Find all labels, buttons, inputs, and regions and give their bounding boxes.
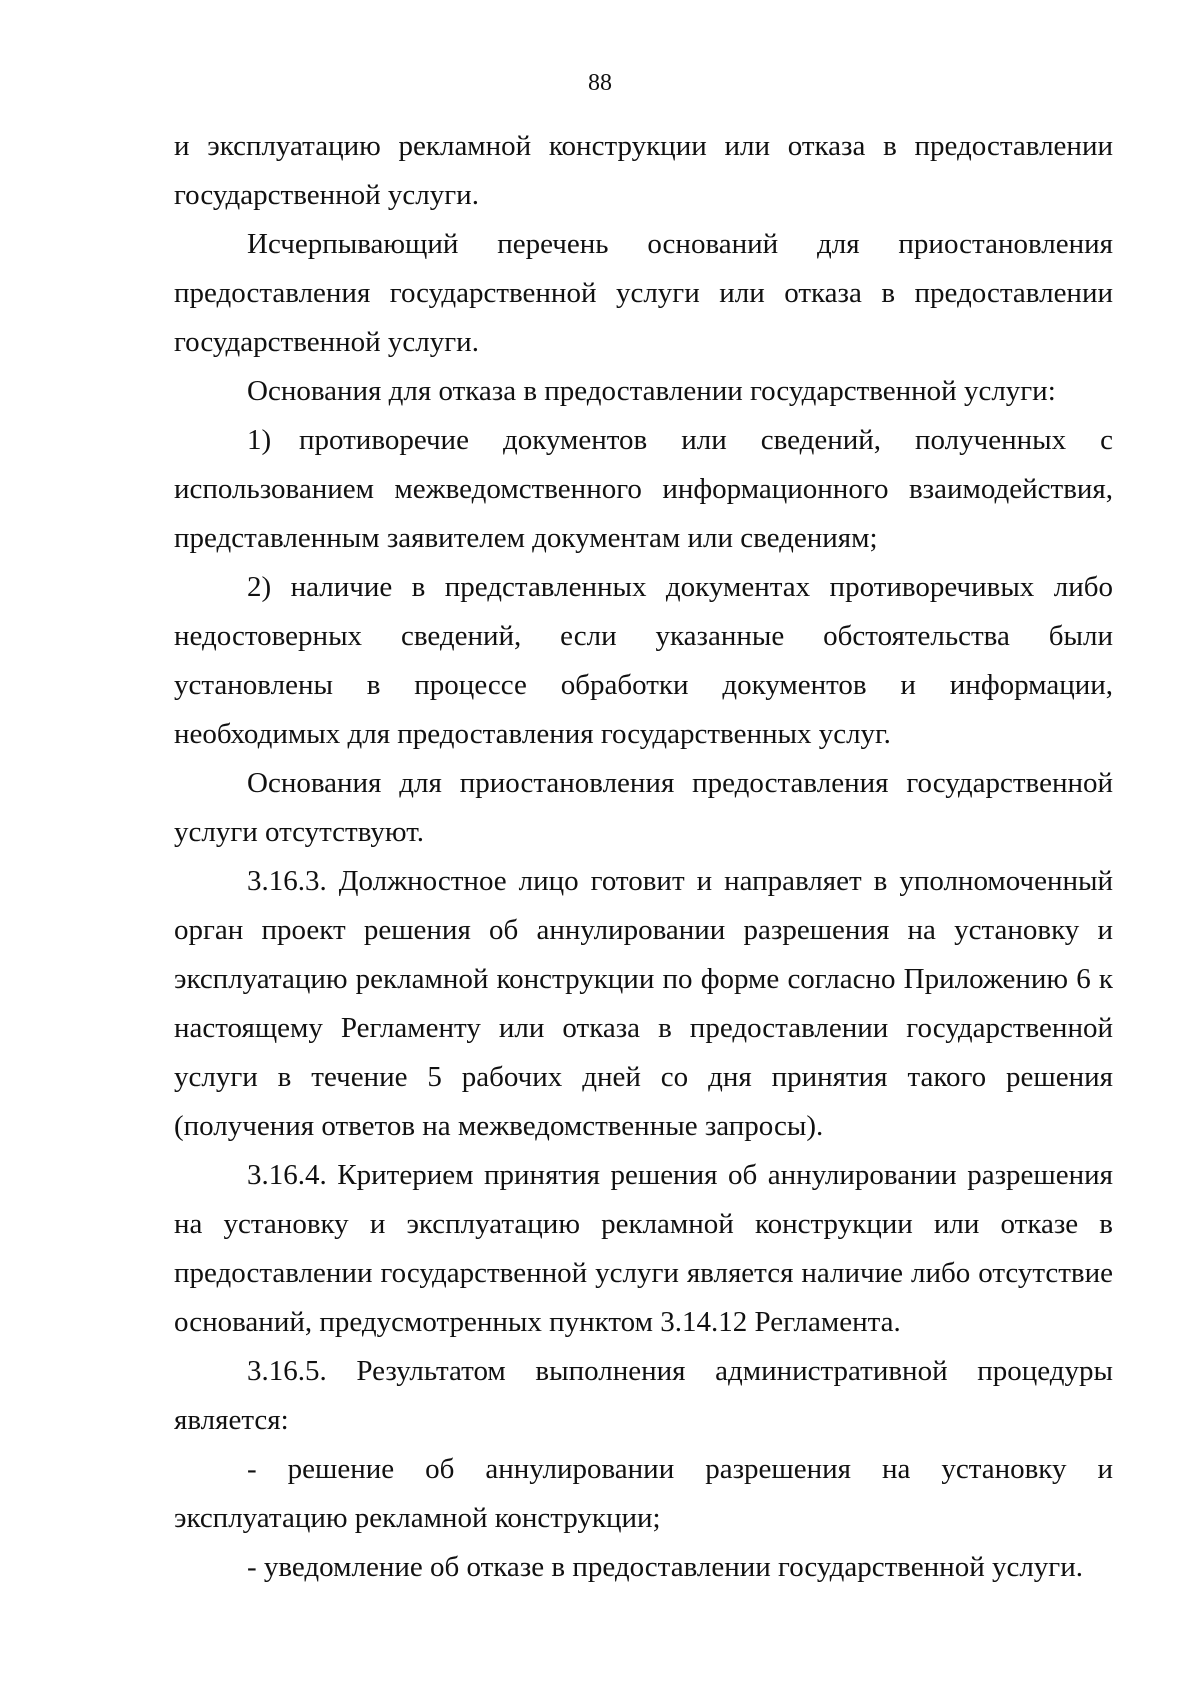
paragraph-continuation: и эксплуатацию рекламной конструкции или отказа в предоставлении государственной услуги.: [174, 130, 1113, 211]
clause-3-16-3: 3.16.3. Должностное лицо готовит и направляет в уполномоченный орган проект решения об аннулировании разрешения на установку и эксплуатацию рекламной конструкции по форме согласно Приложению 6 к настоящему Регламенту или отказа в предоставлении государственной услуги в течение 5 рабочих дней со дня принятия такого решения (получения ответов на межведомственные запросы).: [174, 865, 1113, 1142]
clause-3-16-4: 3.16.4. Критерием принятия решения об аннулировании разрешения на установку и эксплуатацию рекламной конструкции или отказе в предоставлении государственной услуги является наличие либо отсутствие оснований, предусмотренных пунктом 3.14.12 Регламента.: [174, 1159, 1113, 1338]
paragraph-no-suspension: Основания для приостановления предоставления государственной услуги отсутствуют.: [174, 767, 1113, 848]
result-item-decision: - решение об аннулировании разрешения на установку и эксплуатацию рекламной конструкции;: [174, 1453, 1113, 1534]
result-item-refusal-notice: - уведомление об отказе в предоставлении государственной услуги.: [247, 1551, 1083, 1583]
list-item-1: [174, 416, 1113, 563]
list-item-2: 2) наличие в представленных документах противоречивых либо недостоверных сведений, если указанные обстоятельства были установлены в процессе обработки документов и информации, необходимых для предоставления государственных услуг.: [174, 571, 1113, 750]
list-item-1-text: противоречие документов или сведений, полученных с использованием межведомственного информационного взаимодействия, представленным заявителем документам или сведениям;: [174, 424, 1113, 554]
paragraph-heading-grounds: Исчерпывающий перечень оснований для приостановления предоставления государственной услуги или отказа в предоставлении государственной услуги.: [174, 228, 1113, 358]
paragraph-refusal-grounds-intro: Основания для отказа в предоставлении государственной услуги:: [247, 375, 1056, 407]
document-body: [174, 122, 1113, 1592]
list-item-1-number: 1): [247, 424, 272, 456]
clause-3-16-5: 3.16.5. Результатом выполнения административной процедуры является:: [174, 1355, 1113, 1436]
page-number: 88: [588, 70, 612, 96]
